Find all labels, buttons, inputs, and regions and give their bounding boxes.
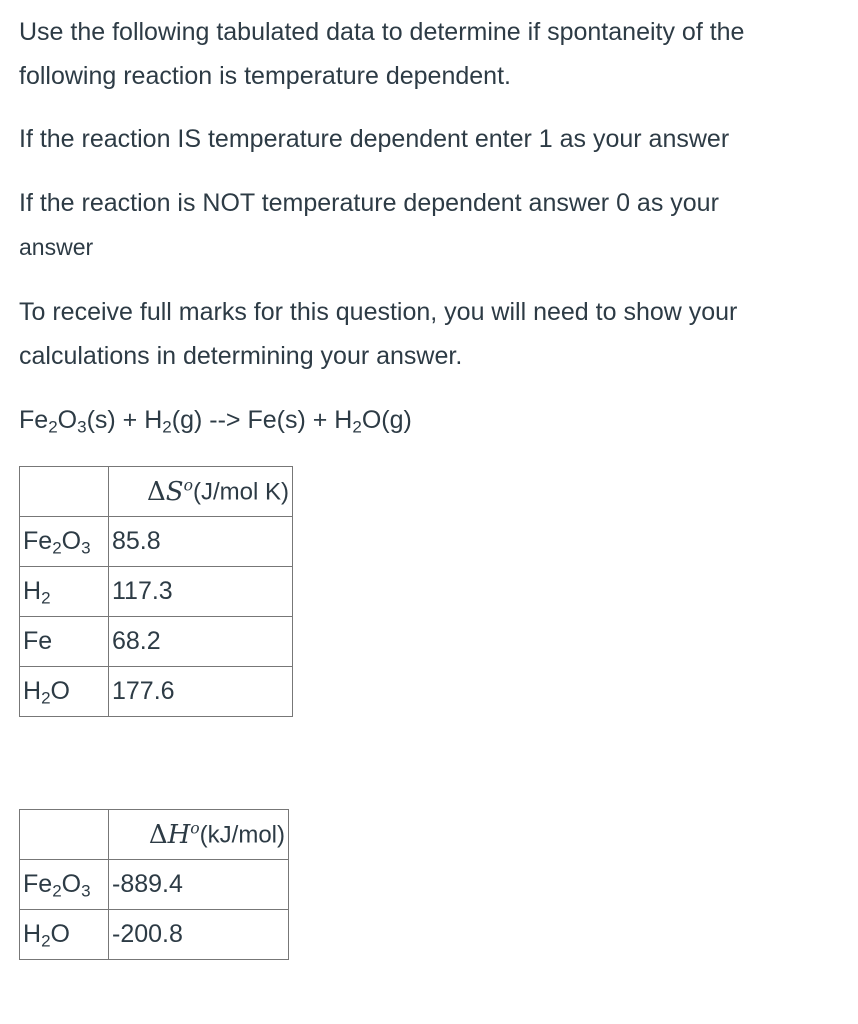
species-cell: $H_2O$ xyxy=(20,910,109,960)
enthalpy-header: $\Delta H^o(kJ/mol)$ xyxy=(109,810,289,860)
table-row xyxy=(20,667,293,717)
entropy-header: $\Delta S^o(J$/mol K) xyxy=(109,467,293,517)
answer-rule-not-temperature-dependent xyxy=(19,181,839,269)
value-cell: 177.6 xyxy=(109,667,293,717)
table-header-row xyxy=(20,467,293,517)
empty-header-cell xyxy=(20,467,109,517)
table-row xyxy=(20,617,293,667)
species-cell: $H_2O$ xyxy=(20,667,109,717)
full-marks-note: To receive full marks for this question, you will need to show your calculations in determining your answer. xyxy=(19,298,738,370)
table-row xyxy=(20,860,289,910)
answer-rule-temperature-dependent: If the reaction IS temperature dependent enter 1 as your answer xyxy=(19,125,730,153)
reactant-h2: $H_2$ xyxy=(144,406,172,437)
species-cell: $Fe_2O_3$ xyxy=(20,517,109,567)
value-cell: 85.8 xyxy=(109,517,293,567)
reactant-h2-state: (g) --> xyxy=(171,406,248,434)
value-cell: -889.4 xyxy=(109,860,289,910)
reaction-equation xyxy=(19,398,819,442)
species-cell: $Fe_2O_3$ xyxy=(20,860,109,910)
instruction-text: Use the following tabulated data to determine if spontaneity of the following reaction is temperature dependent. xyxy=(19,18,745,90)
reactant-fe2o3: $Fe_2O_3$ xyxy=(19,406,87,437)
empty-header-cell xyxy=(20,810,109,860)
answer-rule-main: If the reaction is NOT temperature dependent answer 0 as your xyxy=(19,189,719,217)
entropy-table xyxy=(19,466,293,717)
value-cell: 117.3 xyxy=(109,567,293,617)
product-h2o: $H_2O(g)$ xyxy=(334,406,412,437)
reactant-fe2o3-state: (s) + xyxy=(86,406,145,434)
answer-rule-tail: answer xyxy=(19,234,94,260)
table-header-row xyxy=(20,810,289,860)
table-row xyxy=(20,910,289,960)
enthalpy-table xyxy=(19,809,289,960)
table-row xyxy=(20,517,293,567)
product-fe: Fe(s) + xyxy=(247,406,335,434)
species-cell: $H_2$ xyxy=(20,567,109,617)
species-cell: Fe xyxy=(20,617,109,667)
value-cell: 68.2 xyxy=(109,617,293,667)
value-cell: -200.8 xyxy=(109,910,289,960)
table-row xyxy=(20,567,293,617)
